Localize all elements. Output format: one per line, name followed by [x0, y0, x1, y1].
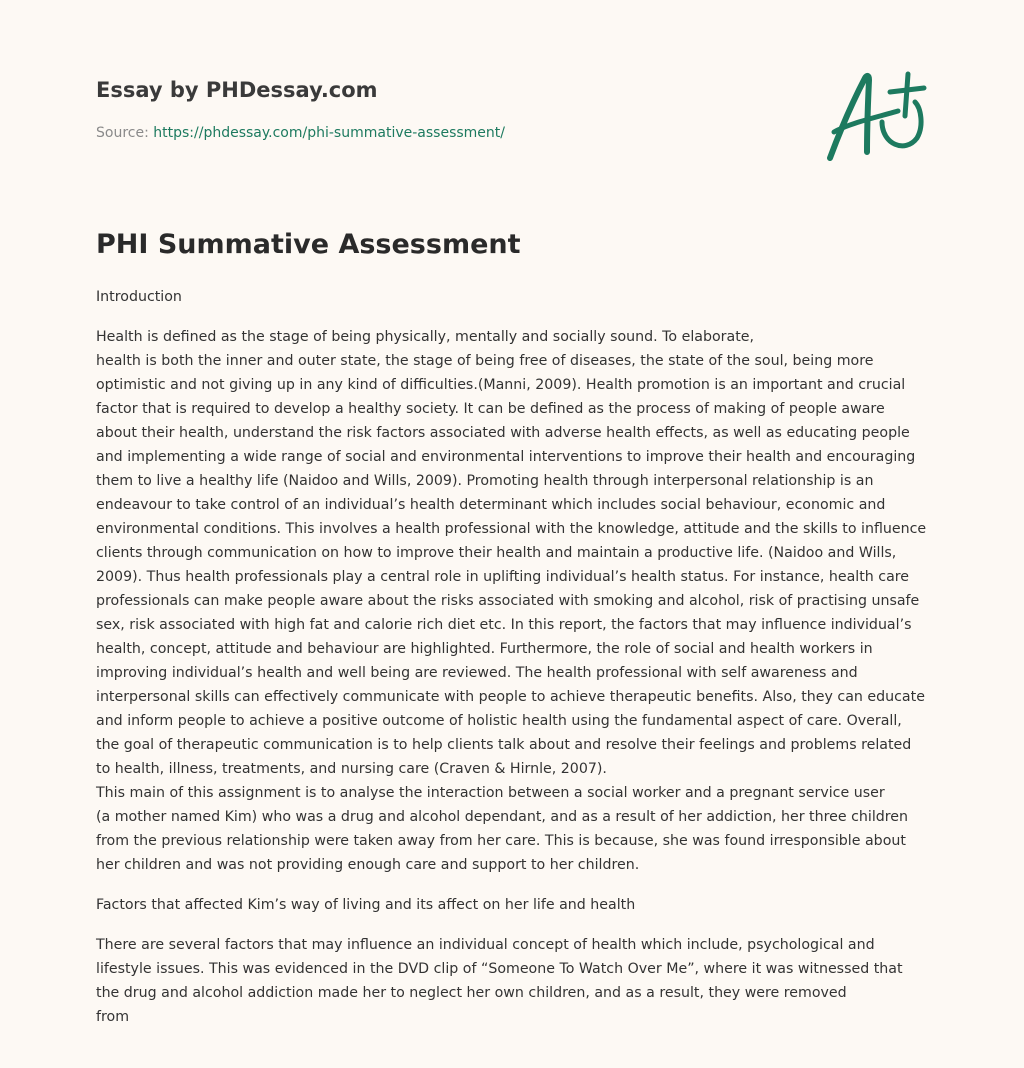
paragraph: Health is defined as the stage of being physically, mentally and socially sound. To elaborate, health is both the inner and outer state, the stage of being free of diseases, the state of the soul, being more optimistic and not giving up in any kind of difficulties.(Manni, 2009). Health promotion is an important and crucial factor that is required to develop a healthy society. It can be defined as the process of making of people aware about their health, understand the risk factors associated with adverse health effects, as well as educating people and implementing a wide range of social and environmental interventions to improve their health and encouraging them to live a healthy life (Naidoo and Wills, 2009). Promoting health through interpersonal relationship is an endeavour to take control of an individual’s health determinant which includes social behaviour, economic and environmental conditions. This involves a health professional with the knowledge, attitude and the skills to influence clients through communication on how to improve their health and maintain a productive life. (Naidoo and Wills, 2009). Thus health professionals play a central role in uplifting individual’s health status. For instance, health care professionals can make people aware about the risks associated with smoking and alcohol, risk of practising unsafe sex, risk associated with high fat and calorie rich diet etc. In this report, the factors that may influence individual’s health, concept, attitude and behaviour are highlighted. Furthermore, the role of social and health workers in improving individual’s health and well being are reviewed. The health professional with self awareness and interpersonal skills can effectively communicate with people to achieve therapeutic benefits. Also, they can educate and inform people to achieve a positive outcome of holistic health using the fundamental aspect of care. Overall, the goal of therapeutic communication is to help clients talk about and resolve their feelings and problems related to health, illness, treatments, and nursing care (Craven & Hirnle, 2007). — [96, 329, 927, 777]
paragraph: This main of this assignment is to analyse the interaction between a social worker and a pregnant service user (a mother named Kim) who was a drug and alcohol dependant, and as a result of her addiction, her three children from the previous relationship were taken away from her care. This is because, she was found irresponsible about her children and was not providing enough care and support to her children. — [96, 785, 909, 873]
source-link[interactable]: https://phdessay.com/phi-summative-assessment/ — [153, 125, 505, 141]
section-heading-introduction: Introduction — [96, 289, 182, 305]
source-label: Source: — [96, 125, 154, 141]
source-line — [96, 123, 796, 143]
section-heading-factors: Factors that affected Kim’s way of living and its affect on her life and health — [96, 897, 636, 913]
site-header — [96, 76, 796, 143]
brand-title: Essay by PHDessay.com — [96, 78, 378, 102]
essay-title: PHI Summative Assessment — [96, 229, 521, 260]
paragraph: There are several factors that may influence an individual concept of health which include, psychological and lifestyle issues. This was evidenced in the DVD clip of “Someone To Watch Over Me”, where it was witnessed that the drug and alcohol addiction made her to neglect her own children, and as a result, they were removed from — [96, 937, 903, 1025]
a-plus-logo-icon — [820, 66, 930, 166]
essay-body — [96, 285, 928, 1045]
